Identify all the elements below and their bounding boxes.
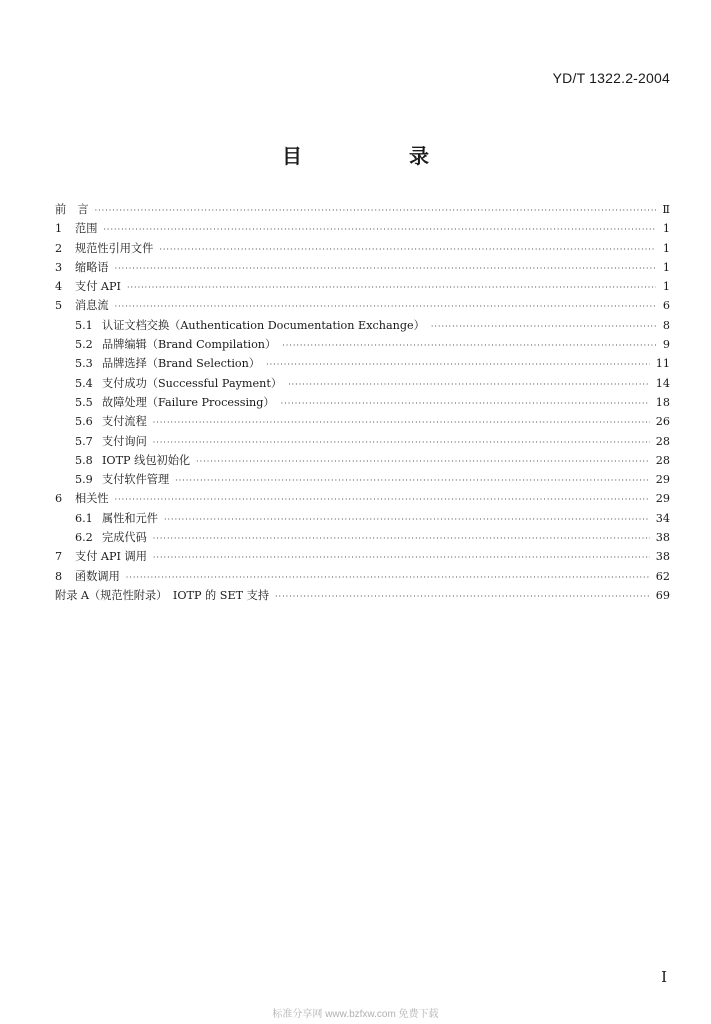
toc-entry-number: 5.6 (75, 415, 93, 429)
toc-entry[interactable] (55, 452, 670, 471)
toc-entry-label: 完成代码 (102, 531, 147, 545)
toc-entry[interactable] (55, 568, 670, 587)
toc-entry[interactable] (55, 317, 670, 336)
toc-entry-label: 附录 A（规范性附录） IOTP 的 SET 支持 (55, 588, 270, 602)
toc-entry[interactable] (55, 201, 670, 220)
toc-entry[interactable] (55, 471, 670, 490)
toc-entry-number: 5.8 (75, 453, 93, 467)
toc-entry-number: 4 (55, 280, 63, 294)
toc-entry-page: 18 (655, 395, 670, 409)
toc-entry-page: 62 (655, 569, 670, 583)
toc-entry-label: 支付 API (75, 280, 121, 294)
toc-entry-label: 支付 API 调用 (75, 550, 147, 564)
dot-leader (127, 283, 656, 292)
toc-entry-label: 支付成功（Successful Payment） (102, 376, 283, 390)
toc-entry-page: 34 (655, 511, 670, 525)
toc-entry-label: 范围 (75, 222, 98, 236)
toc-entry-number: 5.9 (75, 473, 93, 487)
dot-leader (275, 592, 650, 601)
dot-leader (282, 341, 656, 350)
toc-entry-number: 1 (55, 222, 63, 236)
toc-entry-number: 5.4 (75, 376, 93, 390)
toc-entry-label: 认证文档交换（Authentication Documentation Exchange） (102, 318, 425, 332)
dot-leader (288, 380, 650, 389)
page-number: I (661, 968, 667, 986)
toc-entry[interactable] (55, 490, 670, 509)
toc-entry[interactable] (55, 355, 670, 374)
toc-entry-page: 29 (655, 492, 670, 506)
dot-leader (159, 245, 656, 254)
toc-entry-number: 8 (55, 569, 63, 583)
toc-entry-page: 26 (655, 415, 670, 429)
toc-entry[interactable] (55, 240, 670, 259)
toc-entry-label: 前 言 (55, 203, 89, 216)
toc-entry-number: 6 (55, 492, 63, 506)
dot-leader (115, 264, 656, 273)
toc-entry-label: 相关性 (75, 492, 109, 506)
toc-entry[interactable] (55, 375, 670, 394)
dot-leader (196, 457, 650, 466)
toc-entry-label: 品牌编辑（Brand Compilation） (102, 338, 277, 352)
toc-entry-page: Ⅱ (662, 203, 670, 216)
toc-entry[interactable] (55, 278, 670, 297)
toc-entry-label: 函数调用 (75, 569, 120, 583)
footer-watermark: 标准分享网 www.bzfxw.com 免费下载 (272, 1009, 439, 1020)
toc-entry-number: 5.1 (75, 318, 93, 332)
dot-leader (153, 418, 650, 427)
toc-entry-label: 规范性引用文件 (75, 241, 154, 255)
dot-leader (164, 515, 650, 524)
dot-leader (281, 399, 650, 408)
toc-entry[interactable] (55, 510, 670, 529)
dot-leader (95, 206, 656, 215)
page-title: 目 录 (282, 144, 479, 168)
toc-entry[interactable] (55, 548, 670, 567)
dot-leader (153, 438, 650, 447)
toc-entry-page: 14 (655, 376, 670, 390)
toc-entry-page: 38 (655, 550, 670, 564)
toc-entry-label: 属性和元件 (102, 511, 158, 525)
dot-leader (431, 322, 656, 331)
toc-entry[interactable] (55, 413, 670, 432)
toc-entry-page: 28 (655, 434, 670, 448)
dot-leader (103, 225, 656, 234)
toc-entry-number: 5.7 (75, 434, 93, 448)
toc-entry-label: IOTP 线包初始化 (102, 453, 191, 467)
toc-entry-page: 9 (662, 338, 670, 352)
toc-entry-number: 6.2 (75, 531, 93, 545)
dot-leader (153, 553, 650, 562)
toc-entry-page: 1 (662, 260, 670, 274)
toc-entry-page: 1 (662, 241, 670, 255)
toc-entry-page: 11 (655, 357, 670, 371)
toc-entry-page: 1 (662, 222, 670, 236)
toc-entry[interactable] (55, 220, 670, 239)
toc-entry-page: 1 (662, 280, 670, 294)
toc-entry-label: 缩略语 (75, 260, 109, 274)
toc-entry-label: 支付流程 (102, 415, 147, 429)
toc-entry-number: 5.2 (75, 338, 93, 352)
dot-leader (115, 495, 650, 504)
dot-leader (153, 534, 650, 543)
standard-number: YD/T 1322.2-2004 (552, 70, 670, 86)
toc-entry[interactable] (55, 297, 670, 316)
toc-entry[interactable] (55, 336, 670, 355)
toc-entry-page: 8 (662, 318, 670, 332)
toc-entry-label: 支付软件管理 (102, 473, 170, 487)
toc-entry-number: 7 (55, 550, 63, 564)
toc-entry-number: 5.3 (75, 357, 93, 371)
toc-entry-number: 5.5 (75, 395, 93, 409)
toc-entry[interactable] (55, 433, 670, 452)
toc-entry-label: 支付询问 (102, 434, 147, 448)
toc-entry-page: 28 (655, 453, 670, 467)
toc-entry[interactable] (55, 529, 670, 548)
dot-leader (266, 360, 650, 369)
dot-leader (126, 573, 650, 582)
toc-entry-page: 6 (662, 299, 670, 313)
toc-entry-number: 5 (55, 299, 63, 313)
dot-leader (175, 476, 650, 485)
toc-entry-page: 29 (655, 473, 670, 487)
table-of-contents (55, 201, 670, 606)
toc-entry[interactable] (55, 259, 670, 278)
toc-entry-label: 故障处理（Failure Processing） (102, 395, 275, 409)
toc-entry-label: 消息流 (75, 299, 109, 313)
toc-entry-label: 品牌选择（Brand Selection） (102, 357, 261, 371)
dot-leader (115, 302, 656, 311)
toc-entry-number: 2 (55, 241, 63, 255)
toc-entry-number: 3 (55, 260, 63, 274)
toc-entry-number: 6.1 (75, 511, 93, 525)
toc-entry[interactable] (55, 587, 670, 606)
toc-entry-page: 69 (655, 588, 670, 602)
toc-entry[interactable] (55, 394, 670, 413)
toc-entry-page: 38 (655, 531, 670, 545)
